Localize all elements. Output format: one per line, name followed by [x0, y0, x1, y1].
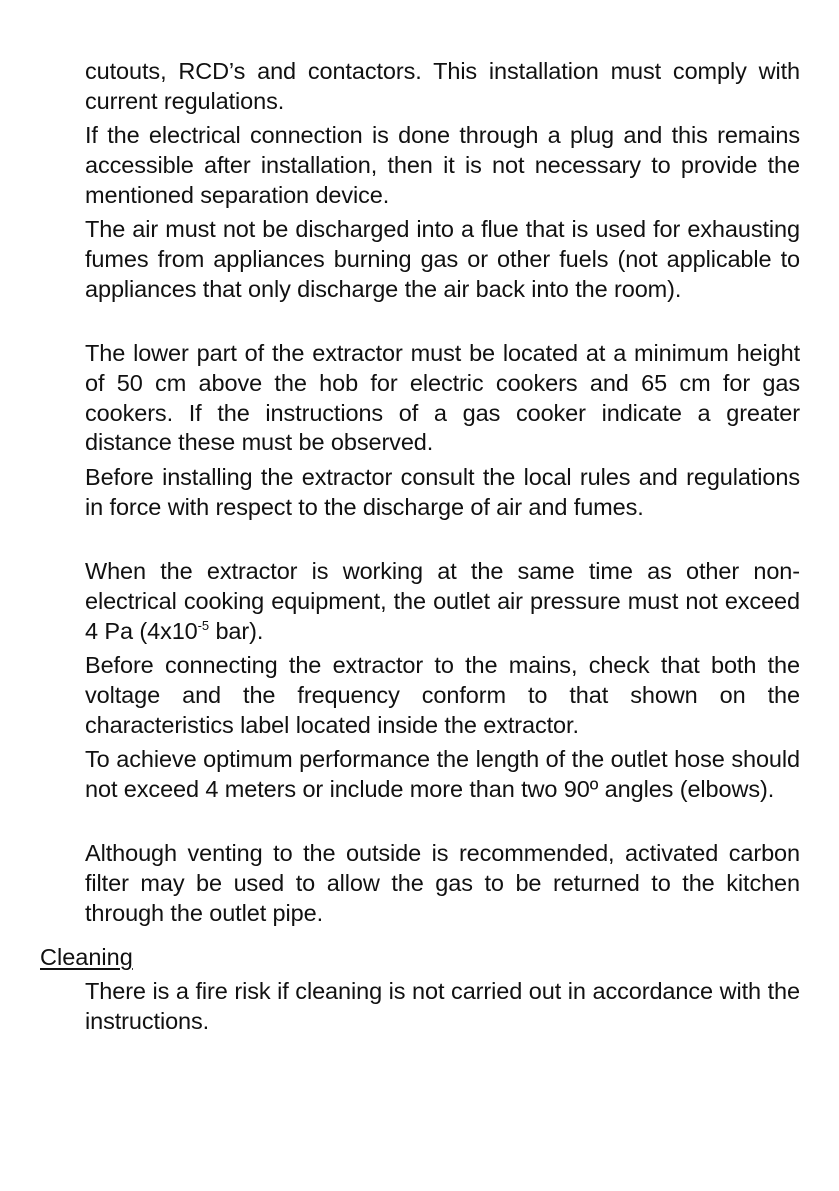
paragraph-installation-compliance: cutouts, RCD’s and contactors. This installation must comply with current regulations.: [85, 58, 800, 114]
pressure-text-before: When the extractor is working at the same time as other non-electrical cooking equipment, the outlet air pressure must not exceed 4 Pa (4x10: [85, 558, 800, 644]
paragraph-mounting-height: The lower part of the extractor must be located at a minimum height of 50 cm above the hob for electric cookers and 65 cm for gas cookers. If the instructions of a gas cooker indicate a greater distance these must be observed.: [85, 340, 800, 456]
pressure-exponent: -5: [197, 617, 210, 633]
section-heading-cleaning: Cleaning: [40, 944, 133, 970]
paragraph-voltage-frequency: Before connecting the extractor to the mains, check that both the voltage and the frequency conform to that shown on the characteristics label located inside the extractor.: [85, 652, 800, 738]
paragraph-plug-connection: If the electrical connection is done through a plug and this remains accessible after installation, then it is not necessary to provide the mentioned separation device.: [85, 122, 800, 208]
paragraph-local-regulations: Before installing the extractor consult the local rules and regulations in force with respect to the discharge of air and fumes.: [85, 464, 800, 520]
paragraph-carbon-filter: Although venting to the outside is recommended, activated carbon filter may be used to allow the gas to be returned to the kitchen through the outlet pipe.: [85, 840, 800, 926]
paragraph-outlet-air-pressure: [85, 557, 800, 646]
paragraph-cleaning-fire-risk: There is a fire risk if cleaning is not carried out in accordance with the instructions.: [85, 978, 800, 1034]
paragraph-flue-discharge: The air must not be discharged into a flue that is used for exhausting fumes from appliances burning gas or other fuels (not applicable to appliances that only discharge the air back into the room).: [85, 216, 800, 302]
paragraph-outlet-hose-length: To achieve optimum performance the length of the outlet hose should not exceed 4 meters or include more than two 90º angles (elbows).: [85, 746, 800, 802]
pressure-text-after: bar).: [209, 617, 264, 644]
